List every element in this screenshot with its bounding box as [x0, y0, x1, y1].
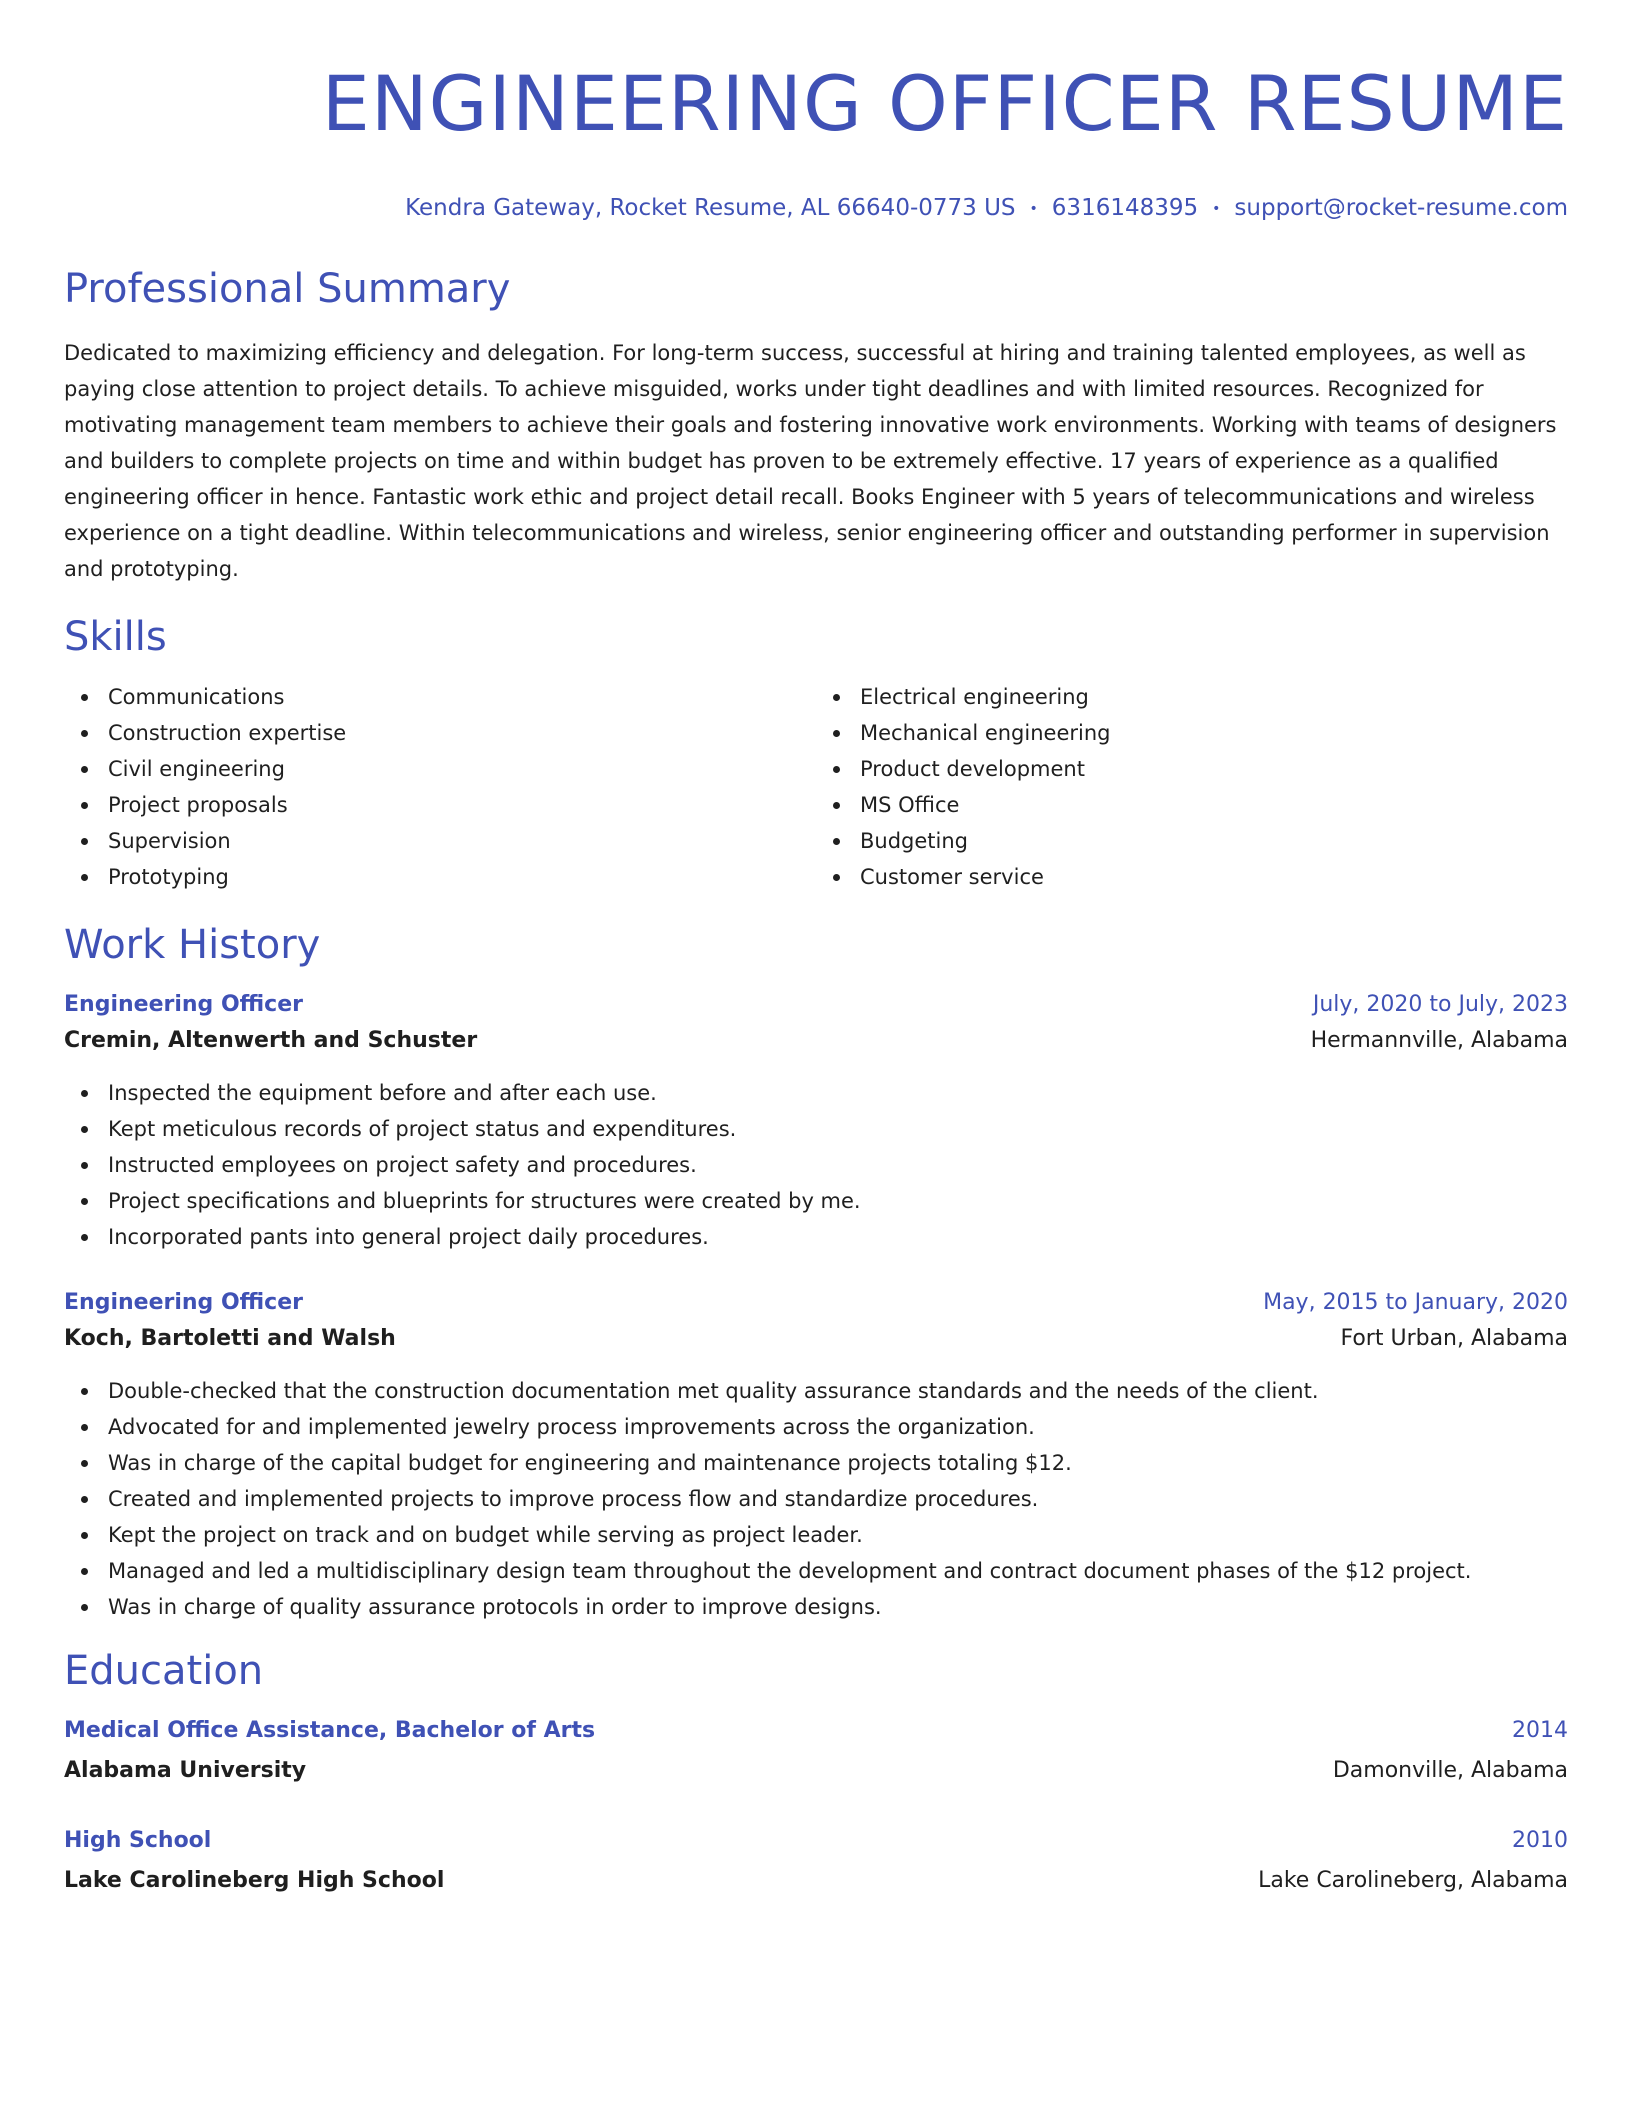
job-dates: July, 2020 to July, 2023: [1312, 991, 1568, 1017]
education-header-row: [64, 1713, 1568, 1749]
skill-item: Civil engineering: [108, 751, 816, 787]
contact-address: Kendra Gateway, Rocket Resume, AL 66640-0773 US: [405, 195, 1016, 221]
job-company: Koch, Bartoletti and Walsh: [64, 1325, 396, 1351]
job-dates: May, 2015 to January, 2020: [1263, 1289, 1568, 1315]
education-entry: [64, 1713, 1568, 1789]
skills-column-left: [64, 679, 816, 895]
skill-item: Communications: [108, 679, 816, 715]
skill-item: MS Office: [860, 787, 1568, 823]
job-company: Cremin, Altenwerth and Schuster: [64, 1027, 478, 1053]
job-duty: Created and implemented projects to improve process flow and standardize procedures.: [108, 1481, 1568, 1517]
job-duties: [64, 1373, 1568, 1625]
job-duty: Inspected the equipment before and after each use.: [108, 1075, 1568, 1111]
job-duty: Managed and led a multidisciplinary design team throughout the development and contract document phases of the $12 project.: [108, 1553, 1568, 1589]
contact-phone: 6316148395: [1051, 195, 1199, 221]
skill-item: Customer service: [860, 859, 1568, 895]
work-history-heading: Work History: [64, 921, 321, 968]
skills-heading: Skills: [64, 613, 167, 660]
contact-separator: •: [1029, 200, 1038, 217]
job-company-row: [64, 1023, 1568, 1059]
contact-line: [64, 194, 1568, 223]
education-degree: Medical Office Assistance, Bachelor of Arts: [64, 1717, 596, 1743]
skill-item: Supervision: [108, 823, 816, 859]
summary-text: Dedicated to maximizing efficiency and delegation. For long-term success, successful at hiring and training talented employees, as well as paying close attention to project details. To achieve misguided, works under tight deadlines and with limited resources. Recognized for motivating management team members to achieve their goals and fostering innovative work environments. Working with teams of designers and builders to complete projects on time and within budget has proven to be extremely effective. 17 years of experience as a qualified engineering officer in hence. Fantastic work ethic and project detail recall. Books Engineer with 5 years of telecommunications and wireless experience on a tight deadline. Within telecommunications and wireless, senior engineering officer and outstanding performer in supervision and prototyping.: [64, 340, 1557, 581]
summary-heading: Professional Summary: [64, 265, 511, 312]
job-duty: Instructed employees on project safety and procedures.: [108, 1147, 1568, 1183]
job-duty: Kept the project on track and on budget while serving as project leader.: [108, 1517, 1568, 1553]
job-duty: Project specifications and blueprints for structures were created by me.: [108, 1183, 1568, 1219]
skill-item: Prototyping: [108, 859, 816, 895]
skills-list: [64, 679, 1568, 895]
resume-title: ENGINEERING OFFICER RESUME: [321, 59, 1568, 148]
skill-item: Project proposals: [108, 787, 816, 823]
contact-separator: •: [1212, 200, 1221, 217]
skill-item: Budgeting: [860, 823, 1568, 859]
job-title: Engineering Officer: [64, 991, 303, 1017]
education-school: Lake Carolineberg High School: [64, 1867, 445, 1893]
skills-column-right: [816, 679, 1568, 895]
job-header-row: [64, 987, 1568, 1023]
skill-item: Construction expertise: [108, 715, 816, 751]
skill-item: Product development: [860, 751, 1568, 787]
job-duty: Double-checked that the construction documentation met quality assurance standards and the needs of the client.: [108, 1373, 1568, 1409]
education-header-row: [64, 1823, 1568, 1859]
job-location: Hermannville, Alabama: [1310, 1027, 1568, 1053]
job-company-row: [64, 1321, 1568, 1357]
skill-item: Mechanical engineering: [860, 715, 1568, 751]
education-heading: Education: [64, 1647, 264, 1694]
job-duty: Was in charge of the capital budget for engineering and maintenance projects totaling $12.: [108, 1445, 1568, 1481]
job-duty: Kept meticulous records of project status and expenditures.: [108, 1111, 1568, 1147]
education-location: Lake Carolineberg, Alabama: [1258, 1867, 1568, 1893]
job-entry: [64, 1285, 1568, 1625]
education-year: 2014: [1512, 1717, 1568, 1743]
education-year: 2010: [1512, 1827, 1568, 1853]
job-location: Fort Urban, Alabama: [1340, 1325, 1568, 1351]
education-school: Alabama University: [64, 1757, 307, 1783]
job-entry: [64, 987, 1568, 1255]
job-duty: Incorporated pants into general project daily procedures.: [108, 1219, 1568, 1255]
job-duties: [64, 1075, 1568, 1255]
skill-item: Electrical engineering: [860, 679, 1568, 715]
education-entry: [64, 1823, 1568, 1899]
contact-email: support@rocket-resume.com: [1234, 195, 1568, 221]
education-school-row: [64, 1863, 1568, 1899]
education-location: Damonville, Alabama: [1332, 1757, 1568, 1783]
education-school-row: [64, 1753, 1568, 1789]
job-header-row: [64, 1285, 1568, 1321]
job-duty: Advocated for and implemented jewelry process improvements across the organization.: [108, 1409, 1568, 1445]
job-title: Engineering Officer: [64, 1289, 303, 1315]
education-degree: High School: [64, 1827, 212, 1853]
job-duty: Was in charge of quality assurance protocols in order to improve designs.: [108, 1589, 1568, 1625]
